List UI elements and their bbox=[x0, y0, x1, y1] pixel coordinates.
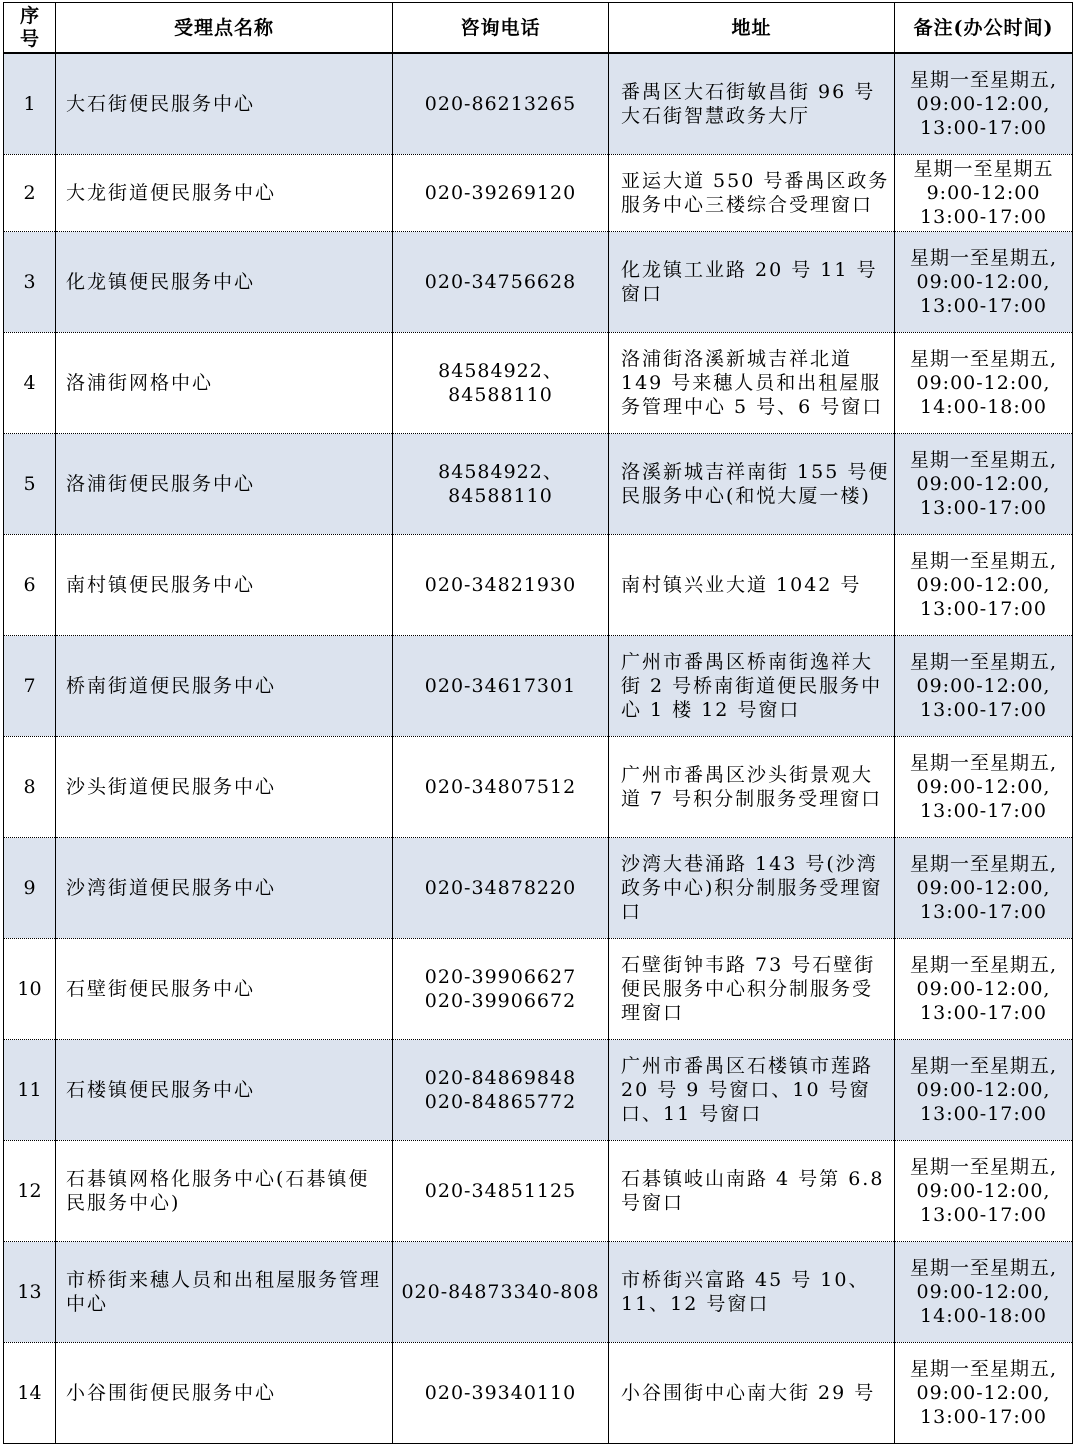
cell-address: 广州市番禺区石楼镇市莲路 20 号 9 号窗口、10 号窗口、11 号窗口 bbox=[609, 1039, 895, 1140]
phone-number: 020-34821930 bbox=[424, 573, 577, 596]
header-address: 地址 bbox=[609, 3, 895, 54]
cell-hours bbox=[895, 1241, 1073, 1342]
cell-name: 沙头街道便民服务中心 bbox=[56, 736, 393, 837]
cell-address: 小谷围街中心南大街 29 号 bbox=[609, 1342, 895, 1443]
cell-hours bbox=[895, 1140, 1073, 1241]
cell-no: 8 bbox=[4, 736, 56, 837]
hours-line: 09:00-12:00, bbox=[916, 573, 1051, 596]
cell-phone bbox=[393, 837, 609, 938]
cell-phone bbox=[393, 433, 609, 534]
table-row bbox=[4, 938, 1073, 1039]
cell-no: 11 bbox=[4, 1039, 56, 1140]
cell-name: 桥南街道便民服务中心 bbox=[56, 635, 393, 736]
cell-name: 南村镇便民服务中心 bbox=[56, 534, 393, 635]
cell-no: 13 bbox=[4, 1241, 56, 1342]
hours-line: 09:00-12:00, bbox=[916, 674, 1051, 697]
cell-name: 石楼镇便民服务中心 bbox=[56, 1039, 393, 1140]
cell-address: 石壁街钟韦路 73 号石壁街便民服务中心积分制服务受理窗口 bbox=[609, 938, 895, 1039]
hours-line: 13:00-17:00 bbox=[920, 205, 1047, 228]
header-no-label bbox=[4, 5, 55, 51]
header-phone: 咨询电话 bbox=[393, 3, 609, 54]
cell-phone bbox=[393, 635, 609, 736]
phone-number: 84584922、84588110 bbox=[438, 460, 563, 507]
cell-hours bbox=[895, 635, 1073, 736]
hours-line: 13:00-17:00 bbox=[920, 294, 1047, 317]
cell-hours bbox=[895, 332, 1073, 433]
phone-number: 020-84873340-808 bbox=[401, 1280, 600, 1303]
hours-line: 09:00-12:00, bbox=[916, 1078, 1051, 1101]
cell-no: 4 bbox=[4, 332, 56, 433]
cell-name: 大龙街道便民服务中心 bbox=[56, 154, 393, 231]
header-hours: 备注(办公时间) bbox=[895, 3, 1073, 54]
cell-phone bbox=[393, 231, 609, 332]
cell-address: 亚运大道 550 号番禺区政务服务中心三楼综合受理窗口 bbox=[609, 154, 895, 231]
header-no bbox=[4, 3, 56, 54]
cell-no: 3 bbox=[4, 231, 56, 332]
cell-name: 洛浦街便民服务中心 bbox=[56, 433, 393, 534]
cell-hours bbox=[895, 938, 1073, 1039]
phone-number: 020-39906627 bbox=[424, 965, 577, 988]
hours-line: 14:00-18:00 bbox=[920, 395, 1047, 418]
table-row bbox=[4, 433, 1073, 534]
table-row bbox=[4, 231, 1073, 332]
table-body bbox=[4, 53, 1073, 1443]
cell-name: 沙湾街道便民服务中心 bbox=[56, 837, 393, 938]
cell-name: 洛浦街网格中心 bbox=[56, 332, 393, 433]
cell-hours bbox=[895, 231, 1073, 332]
cell-name: 石碁镇网格化服务中心(石碁镇便民服务中心) bbox=[56, 1140, 393, 1241]
cell-name: 市桥街来穗人员和出租屋服务管理中心 bbox=[56, 1241, 393, 1342]
phone-number: 020-34617301 bbox=[424, 674, 577, 697]
hours-line: 09:00-12:00, bbox=[916, 472, 1051, 495]
table-row bbox=[4, 53, 1073, 154]
phone-number: 020-34756628 bbox=[424, 270, 577, 293]
hours-line: 09:00-12:00, bbox=[916, 92, 1051, 115]
cell-phone bbox=[393, 1039, 609, 1140]
cell-no: 6 bbox=[4, 534, 56, 635]
cell-no: 1 bbox=[4, 53, 56, 154]
hours-line: 星期一至星期五, bbox=[909, 448, 1058, 471]
hours-line: 星期一至星期五, bbox=[909, 1256, 1058, 1279]
header-name: 受理点名称 bbox=[56, 3, 393, 54]
cell-no: 5 bbox=[4, 433, 56, 534]
hours-line: 13:00-17:00 bbox=[920, 116, 1047, 139]
cell-no: 7 bbox=[4, 635, 56, 736]
phone-number: 020-34878220 bbox=[424, 876, 577, 899]
cell-name: 小谷围街便民服务中心 bbox=[56, 1342, 393, 1443]
cell-address: 广州市番禺区沙头街景观大道 7 号积分制服务受理窗口 bbox=[609, 736, 895, 837]
hours-line: 09:00-12:00, bbox=[916, 1179, 1051, 1202]
hours-line: 星期一至星期五, bbox=[909, 347, 1058, 370]
hours-line: 09:00-12:00, bbox=[916, 371, 1051, 394]
cell-phone bbox=[393, 736, 609, 837]
cell-hours bbox=[895, 736, 1073, 837]
cell-phone bbox=[393, 53, 609, 154]
table-row bbox=[4, 534, 1073, 635]
cell-phone bbox=[393, 154, 609, 231]
hours-line: 星期一至星期五, bbox=[909, 1357, 1058, 1380]
table-header-row bbox=[4, 3, 1073, 54]
cell-address: 市桥街兴富路 45 号 10、11、12 号窗口 bbox=[609, 1241, 895, 1342]
cell-no: 9 bbox=[4, 837, 56, 938]
cell-phone bbox=[393, 1140, 609, 1241]
cell-name: 化龙镇便民服务中心 bbox=[56, 231, 393, 332]
cell-address: 番禺区大石街敏昌街 96 号大石街智慧政务大厅 bbox=[609, 53, 895, 154]
cell-address: 南村镇兴业大道 1042 号 bbox=[609, 534, 895, 635]
service-points-table bbox=[3, 2, 1073, 1444]
phone-number: 020-34807512 bbox=[424, 775, 577, 798]
hours-line: 星期一至星期五, bbox=[909, 1155, 1058, 1178]
hours-line: 09:00-12:00, bbox=[916, 876, 1051, 899]
cell-hours bbox=[895, 534, 1073, 635]
table-row bbox=[4, 154, 1073, 231]
phone-number: 020-86213265 bbox=[424, 92, 577, 115]
hours-line: 星期一至星期五, bbox=[909, 650, 1058, 673]
cell-hours bbox=[895, 53, 1073, 154]
cell-phone bbox=[393, 1241, 609, 1342]
cell-hours bbox=[895, 154, 1073, 231]
hours-line: 13:00-17:00 bbox=[920, 597, 1047, 620]
cell-no: 2 bbox=[4, 154, 56, 231]
hours-line: 星期一至星期五, bbox=[909, 751, 1058, 774]
cell-address: 洛溪新城吉祥南街 155 号便民服务中心(和悦大厦一楼) bbox=[609, 433, 895, 534]
table-row bbox=[4, 736, 1073, 837]
hours-line: 星期一至星期五 bbox=[913, 157, 1054, 180]
cell-phone bbox=[393, 1342, 609, 1443]
hours-line: 13:00-17:00 bbox=[920, 1203, 1047, 1226]
hours-line: 09:00-12:00, bbox=[916, 775, 1051, 798]
phone-number: 020-84865772 bbox=[424, 1090, 577, 1113]
hours-line: 9:00-12:00 bbox=[926, 181, 1041, 204]
hours-line: 13:00-17:00 bbox=[920, 496, 1047, 519]
hours-line: 09:00-12:00, bbox=[916, 1381, 1051, 1404]
hours-line: 星期一至星期五, bbox=[909, 68, 1058, 91]
cell-address: 沙湾大巷涌路 143 号(沙湾政务中心)积分制服务受理窗口 bbox=[609, 837, 895, 938]
hours-line: 09:00-12:00, bbox=[916, 977, 1051, 1000]
phone-number: 020-39340110 bbox=[424, 1381, 577, 1404]
phone-number: 84584922、84588110 bbox=[438, 359, 563, 406]
hours-line: 星期一至星期五, bbox=[909, 549, 1058, 572]
cell-hours bbox=[895, 433, 1073, 534]
cell-no: 10 bbox=[4, 938, 56, 1039]
cell-address: 广州市番禺区桥南街逸祥大街 2 号桥南街道便民服务中心 1 楼 12 号窗口 bbox=[609, 635, 895, 736]
hours-line: 14:00-18:00 bbox=[920, 1304, 1047, 1327]
phone-number: 020-39906672 bbox=[424, 989, 577, 1012]
cell-no: 14 bbox=[4, 1342, 56, 1443]
hours-line: 09:00-12:00, bbox=[916, 270, 1051, 293]
hours-line: 星期一至星期五, bbox=[909, 852, 1058, 875]
hours-line: 星期一至星期五, bbox=[909, 1054, 1058, 1077]
hours-line: 13:00-17:00 bbox=[920, 900, 1047, 923]
table-row bbox=[4, 1241, 1073, 1342]
cell-phone bbox=[393, 534, 609, 635]
cell-name: 石壁街便民服务中心 bbox=[56, 938, 393, 1039]
cell-address: 洛浦街洛溪新城吉祥北道 149 号来穗人员和出租屋服务管理中心 5 号、6 号窗口 bbox=[609, 332, 895, 433]
hours-line: 星期一至星期五, bbox=[909, 953, 1058, 976]
phone-number: 020-39269120 bbox=[424, 181, 577, 204]
hours-line: 星期一至星期五, bbox=[909, 246, 1058, 269]
table-row bbox=[4, 635, 1073, 736]
cell-hours bbox=[895, 837, 1073, 938]
hours-line: 09:00-12:00, bbox=[916, 1280, 1051, 1303]
cell-address: 化龙镇工业路 20 号 11 号窗口 bbox=[609, 231, 895, 332]
cell-phone bbox=[393, 938, 609, 1039]
table-row bbox=[4, 332, 1073, 433]
hours-line: 13:00-17:00 bbox=[920, 1001, 1047, 1024]
table-row bbox=[4, 1140, 1073, 1241]
table-row bbox=[4, 1342, 1073, 1443]
hours-line: 13:00-17:00 bbox=[920, 1102, 1047, 1125]
header-no-char: 号 bbox=[19, 27, 39, 50]
hours-line: 13:00-17:00 bbox=[920, 698, 1047, 721]
table-row bbox=[4, 837, 1073, 938]
phone-number: 020-84869848 bbox=[424, 1066, 577, 1089]
cell-address: 石碁镇岐山南路 4 号第 6.8 号窗口 bbox=[609, 1140, 895, 1241]
hours-line: 13:00-17:00 bbox=[920, 1405, 1047, 1428]
header-no-char: 序 bbox=[19, 4, 39, 27]
cell-phone bbox=[393, 332, 609, 433]
table-row bbox=[4, 1039, 1073, 1140]
cell-name: 大石街便民服务中心 bbox=[56, 53, 393, 154]
cell-hours bbox=[895, 1039, 1073, 1140]
phone-number: 020-34851125 bbox=[424, 1179, 577, 1202]
hours-line: 13:00-17:00 bbox=[920, 799, 1047, 822]
cell-hours bbox=[895, 1342, 1073, 1443]
cell-no: 12 bbox=[4, 1140, 56, 1241]
